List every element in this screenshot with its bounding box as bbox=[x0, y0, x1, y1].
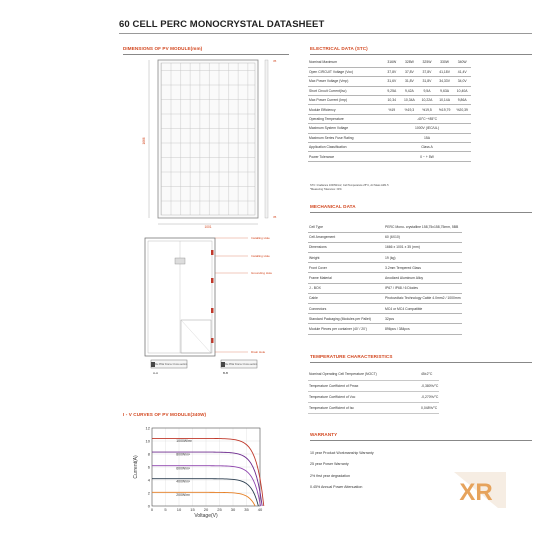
table-row bbox=[308, 232, 462, 242]
elec-label: Maximum Series Fuse Rating bbox=[308, 133, 383, 142]
mech-label: J - BOX bbox=[308, 283, 384, 293]
dim-depth-label-2: 35 bbox=[273, 215, 277, 219]
installing-hole-label-1: Installing Hole bbox=[251, 236, 270, 240]
elec-value: 10,14A bbox=[436, 96, 454, 105]
mech-label: Connectors bbox=[308, 304, 384, 314]
x-tick-label: 30 bbox=[230, 507, 236, 512]
x-tick-label: 5 bbox=[164, 507, 167, 512]
list-item: 2% first year degradation bbox=[310, 473, 350, 478]
mech-label: Frame Material bbox=[308, 273, 384, 283]
mech-value: 32pcs bbox=[384, 314, 462, 324]
mechanical-divider bbox=[310, 212, 532, 213]
elec-value: %19 bbox=[383, 105, 401, 114]
list-item: 10 year Product Workmanship Warranty bbox=[310, 451, 374, 455]
table-row bbox=[308, 86, 471, 95]
elec-label: Nominal Maximum bbox=[308, 58, 383, 67]
x-tick-label: 10 bbox=[176, 507, 182, 512]
installing-hole-label-2: Installing Hole bbox=[251, 254, 270, 258]
list-item: 25 year Power Warranty bbox=[310, 462, 349, 467]
y-tick-label: 4 bbox=[147, 477, 150, 483]
grounding-hole-label: Grounding Hole bbox=[251, 271, 273, 275]
table-row bbox=[308, 391, 439, 402]
elec-label: Open CIRCUIT Voltage (Voc) bbox=[308, 67, 383, 76]
x-tick-label: 0 bbox=[150, 507, 154, 512]
elec-value: 41,4V bbox=[453, 67, 471, 76]
table-row bbox=[308, 273, 462, 283]
series-label: 400W/m² bbox=[176, 479, 191, 484]
mech-label: Module Pieces per container (40' / 20') bbox=[308, 324, 384, 334]
elec-value: 37,8V bbox=[401, 67, 419, 76]
y-tick-label: 0 bbox=[147, 503, 150, 509]
mech-label: Standard Packaging (Modules per Pallet) bbox=[308, 314, 384, 324]
module-front-drawing bbox=[123, 56, 283, 231]
mech-value: 1666 x 1001 x 35 (mm) bbox=[384, 242, 462, 252]
y-tick-label: 6 bbox=[147, 464, 150, 470]
tolerance-note: *Measuring Tolerance: ±3% bbox=[310, 188, 342, 191]
mechanical-table bbox=[308, 222, 462, 335]
temp-label: Temperature Coefficient of Isc bbox=[308, 402, 420, 413]
mechanical-heading: MECHANICAL DATA bbox=[310, 204, 356, 209]
table-row bbox=[308, 369, 439, 380]
stc-note: STC: Irradiance 1000W/m2, Cell Temperature 25°C, Air Mass AM1.5 bbox=[310, 184, 389, 187]
table-row bbox=[308, 105, 471, 114]
page-title: 60 CELL PERC MONOCRYSTAL DATASHEET bbox=[119, 19, 325, 30]
temperature-table bbox=[308, 369, 439, 414]
x-tick-label: 40 bbox=[257, 507, 263, 512]
temp-label: Temperature Coefficient of Pmax bbox=[308, 380, 420, 391]
elec-value: 31,8V bbox=[401, 77, 419, 86]
elec-value: 34,33V bbox=[436, 77, 454, 86]
elec-value: %19,79 bbox=[436, 105, 454, 114]
elec-label: Module Efficiency bbox=[308, 105, 383, 114]
x-tick-label: 15 bbox=[190, 507, 195, 512]
elec-label: Max Power Voltage (Vmp) bbox=[308, 77, 383, 86]
temp-value: 0,048%/°C bbox=[420, 402, 439, 413]
section-b-note: Double Pillar Frame Cross-section bbox=[220, 363, 258, 366]
title-divider bbox=[119, 33, 532, 34]
mech-value: 19 (kg) bbox=[384, 253, 462, 263]
temp-value: 45±2°C bbox=[420, 369, 439, 380]
elec-value: 10,34 bbox=[383, 96, 401, 105]
table-row bbox=[308, 77, 471, 86]
elec-value: 330W bbox=[436, 58, 454, 67]
section-b-label: B-B bbox=[223, 371, 229, 375]
table-row bbox=[308, 380, 439, 391]
electrical-heading: ELECTRICAL DATA (STC) bbox=[310, 46, 368, 51]
table-row bbox=[308, 133, 471, 142]
table-row bbox=[308, 124, 471, 133]
elec-value: 10,34A bbox=[401, 96, 419, 105]
dim-height-label: 1666 bbox=[142, 137, 146, 145]
elec-value: 10,40A bbox=[453, 86, 471, 95]
series-label: 600W/m² bbox=[176, 466, 191, 471]
elec-value: 316W bbox=[383, 58, 401, 67]
table-row bbox=[308, 58, 471, 67]
table-row bbox=[308, 143, 471, 152]
y-axis-label: Current(A) bbox=[133, 455, 139, 479]
temperature-divider bbox=[310, 362, 532, 363]
y-tick-label: 10 bbox=[145, 438, 150, 444]
temp-label: Temperature Coefficient of Voc bbox=[308, 391, 420, 402]
mech-label: Cell Type bbox=[308, 222, 384, 232]
table-row bbox=[308, 152, 471, 161]
temp-value: -0,270%/°C bbox=[420, 391, 439, 402]
table-row bbox=[308, 293, 462, 303]
mech-value: 896pcs / 384pcs bbox=[384, 324, 462, 334]
x-axis-label: Voltage(V) bbox=[194, 513, 218, 519]
warranty-heading: WARRANTY bbox=[310, 432, 338, 437]
elec-label: Operating Temperature bbox=[308, 114, 383, 123]
elec-value: 0 ~ + 5W bbox=[383, 152, 471, 161]
table-row bbox=[308, 242, 462, 252]
y-tick-label: 8 bbox=[147, 451, 150, 457]
elec-value: 41,18V bbox=[436, 67, 454, 76]
temp-value: -0,380%/°C bbox=[420, 380, 439, 391]
module-rear-drawing bbox=[123, 230, 283, 410]
mech-label: Cell Arrangement bbox=[308, 232, 384, 242]
elec-value: 340W bbox=[453, 58, 471, 67]
mech-value: IP67 / IP68 / 6 Diodes bbox=[384, 283, 462, 293]
table-row bbox=[308, 114, 471, 123]
elec-value: %19,5 bbox=[418, 105, 436, 114]
elec-value: 1000V (IEC/UL) bbox=[383, 124, 471, 133]
electrical-table bbox=[308, 58, 471, 162]
table-row bbox=[308, 222, 462, 232]
mech-label: Cable bbox=[308, 293, 384, 303]
elec-value: 37,8V bbox=[418, 67, 436, 76]
mech-value: Photovoltaic Technology Cable 4.0mm2 / 1000mm bbox=[384, 293, 462, 303]
series-line bbox=[152, 492, 255, 506]
dim-width-label: 1001 bbox=[204, 225, 212, 229]
dimensions-divider bbox=[123, 54, 289, 55]
elec-value: 10,22A bbox=[418, 96, 436, 105]
mech-label: Dimensions bbox=[308, 242, 384, 252]
elec-value: 31,6V bbox=[383, 77, 401, 86]
elec-value: 9,42A bbox=[401, 86, 419, 95]
series-label: 800W/m² bbox=[176, 452, 191, 457]
elec-value: 325W bbox=[418, 58, 436, 67]
warranty-list bbox=[310, 448, 374, 494]
elec-value: %20,39 bbox=[453, 105, 471, 114]
section-a-label: A-A bbox=[153, 371, 159, 375]
section-a-note: Double Pillar Frame Cross-section bbox=[150, 363, 188, 366]
table-row bbox=[308, 324, 462, 334]
list-item: 0.45% Annual Power Attenuation bbox=[310, 485, 363, 490]
electrical-divider bbox=[310, 54, 532, 55]
elec-value: 34,0V bbox=[453, 77, 471, 86]
series-label: 1000W/m² bbox=[176, 439, 192, 443]
xr-logo bbox=[446, 470, 506, 510]
table-row bbox=[308, 96, 471, 105]
temp-label: Nominal Operating Cell Temperature (NOCT) bbox=[308, 369, 420, 380]
warranty-divider bbox=[310, 440, 532, 441]
table-row bbox=[308, 263, 462, 273]
series-label: 200W/m² bbox=[176, 492, 191, 497]
elec-value: 15A bbox=[383, 133, 471, 142]
x-tick-label: 35 bbox=[244, 507, 249, 512]
elec-value: 31,8V bbox=[418, 77, 436, 86]
temperature-heading: TEMPERATURE CHARACTERISTICS bbox=[310, 354, 393, 359]
elec-value: -40°C~+85°C bbox=[383, 114, 471, 123]
elec-value: 9,86A bbox=[453, 96, 471, 105]
elec-value: 9,25A bbox=[383, 86, 401, 95]
mech-label: Weight bbox=[308, 253, 384, 263]
table-row bbox=[308, 402, 439, 413]
mech-value: Anodized Aluminum Alloy bbox=[384, 273, 462, 283]
elec-value: Class A bbox=[383, 143, 471, 152]
mech-value: MC4 or MC4 Compatible bbox=[384, 304, 462, 314]
elec-value: 37,8V bbox=[383, 67, 401, 76]
y-tick-label: 2 bbox=[147, 490, 150, 496]
elec-label: Max Power Current (Imp) bbox=[308, 96, 383, 105]
dim-depth-label: 35 bbox=[273, 59, 277, 63]
table-row bbox=[308, 314, 462, 324]
drain-hole-label: Drain Hole bbox=[251, 350, 266, 354]
iv-curves-heading: I - V CURVES OF PV MODULE(340W) bbox=[123, 412, 207, 417]
elec-label: Power Tolerance bbox=[308, 152, 383, 161]
series-line bbox=[152, 466, 261, 506]
y-tick-label: 12 bbox=[145, 425, 150, 431]
elec-value: 9,63A bbox=[436, 86, 454, 95]
mech-value: 60 (6X10) bbox=[384, 232, 462, 242]
logo-text: XR bbox=[459, 479, 493, 506]
table-row bbox=[308, 253, 462, 263]
mech-value: 3.2mm Tempered Glass bbox=[384, 263, 462, 273]
table-row bbox=[308, 304, 462, 314]
elec-value: %19,3 bbox=[401, 105, 419, 114]
elec-value: 9,5A bbox=[418, 86, 436, 95]
elec-label: Application Classification bbox=[308, 143, 383, 152]
x-tick-label: 25 bbox=[217, 507, 222, 512]
table-row bbox=[308, 283, 462, 293]
iv-curve-chart bbox=[130, 420, 270, 522]
dimensions-heading: DIMENSIONS OF PV MODULE(mm) bbox=[123, 46, 203, 51]
elec-label: Short Circuit Current(Isc) bbox=[308, 86, 383, 95]
elec-label: Maximum System Voltage bbox=[308, 124, 383, 133]
mech-value: PERC Mono- crystalline 158,75x158,75mm, 5BB bbox=[384, 222, 462, 232]
elec-value: 328W bbox=[401, 58, 419, 67]
mech-label: Front Cover bbox=[308, 263, 384, 273]
table-row bbox=[308, 67, 471, 76]
x-tick-label: 20 bbox=[203, 507, 209, 512]
